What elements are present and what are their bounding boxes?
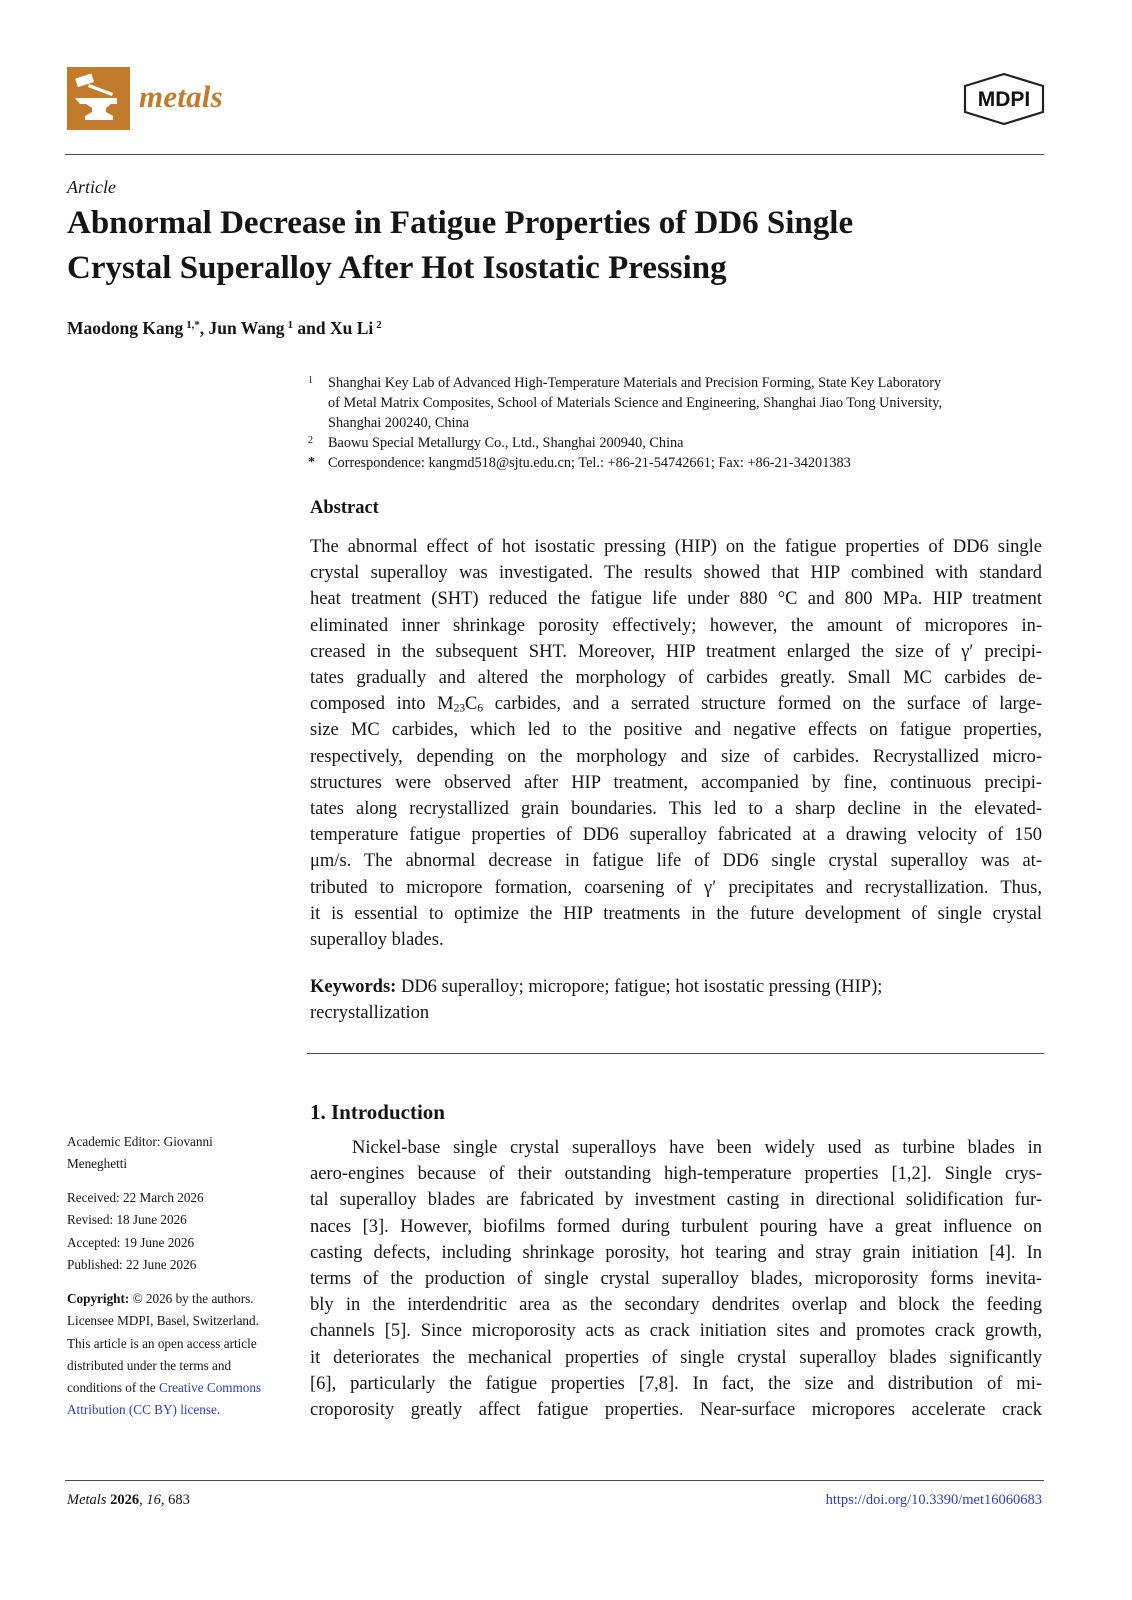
text-segment: conditions of the (67, 1380, 159, 1396)
abstract-line: eliminated inner shrinkage porosity effectively; however, the amount of micropores in- (310, 615, 1042, 636)
abstract-line: tributed to micropore formation, coarsening of γ′ precipitates and recrystallization. Thus, (310, 877, 1042, 898)
body-line: it deteriorates the mechanical properties of single crystal superalloy blades significantly (310, 1347, 1042, 1368)
copyright-line: This article is an open access article (67, 1335, 257, 1351)
text-segment: carbides, and a serrated structure formed on the surface of large- (483, 694, 1042, 715)
abstract-line: The abnormal effect of hot isostatic pressing (HIP) on the fatigue properties of DD6 single (310, 537, 1042, 557)
abstract-heading: Abstract (310, 498, 379, 518)
abstract-line: μm/s. The abnormal decrease in fatigue life of DD6 single crystal superalloy was at- (310, 851, 1042, 872)
superscript: 1,* (186, 319, 200, 332)
text-segment: Keywords: (310, 977, 397, 997)
copyright-line (67, 1377, 292, 1399)
affiliation-2 (308, 433, 1038, 453)
sidebar-line: Academic Editor: Giovanni (67, 1134, 213, 1149)
text-segment: Metals (67, 1492, 107, 1508)
correspondence-mark: * (308, 455, 315, 470)
affiliation-line: Shanghai Key Lab of Advanced High-Temperature Materials and Precision Forming, State Key Laboratory (328, 375, 942, 391)
footer-rule (65, 1480, 1044, 1481)
abstract-line: creased in the subsequent SHT. Moreover, HIP treatment enlarged the size of γ′ precipi- (310, 641, 1042, 662)
academic-editor (67, 1131, 292, 1176)
license-link[interactable]: Creative Commons (158, 1380, 262, 1396)
keywords (310, 974, 1042, 1026)
body-line: channels [5]. Since microporosity acts as crack initiation sites and promotes crack growth, (310, 1321, 1042, 1342)
subscript: 6 (477, 702, 484, 715)
correspondence-line: Correspondence: kangmd518@sjtu.edu.cn; Tel.: +86-21-54742661; Fax: +86-21-34201383 (328, 455, 851, 471)
footer-citation (67, 1490, 190, 1510)
body-line: naces [3]. However, biofilms formed during turbulent pouring have a great influence on (310, 1216, 1042, 1237)
text-segment: and Xu Li (292, 318, 374, 338)
title-line: Crystal Superalloy After Hot Isostatic Pressing (67, 250, 727, 286)
abstract-line: heat treatment (SHT) reduced the fatigue life under 880 °C and 800 MPa. HIP treatment (310, 589, 1042, 610)
abstract-rule (307, 1053, 1044, 1054)
text-segment: © 2026 by the authors. (129, 1291, 254, 1306)
sidebar-line: Meneghetti (67, 1156, 128, 1172)
abstract-line: temperature fatigue properties of DD6 superalloy fabricated at a drawing velocity of 150 (310, 825, 1042, 846)
copyright-line (67, 1399, 292, 1421)
date-line: Accepted: 19 June 2026 (67, 1234, 195, 1250)
body-line: terms of the production of single crystal superalloy blades, microporosity forms inevita- (310, 1269, 1042, 1290)
body-line: casting defects, including shrinkage porosity, hot tearing and stray grain initiation [4]. In (310, 1242, 1042, 1263)
text-segment: 16 (146, 1492, 161, 1508)
author-list (67, 316, 382, 340)
text-segment: Maodong Kang (67, 318, 184, 338)
abstract-line: tates along recrystallized grain boundaries. This led to a sharp decline in the elevated- (310, 799, 1042, 820)
copyright-line: distributed under the terms and (67, 1357, 232, 1373)
superscript: 2 (376, 319, 382, 332)
article-dates (67, 1187, 292, 1276)
abstract-line: superalloy blades. (310, 930, 444, 951)
anvil-icon (67, 67, 130, 130)
correspondence (308, 453, 1038, 473)
affiliation-text (328, 373, 1038, 433)
date-line: Published: 22 June 2026 (67, 1256, 197, 1272)
abstract-line: size MC carbides, which led to the positive and negative effects on fatigue properties, (310, 720, 1042, 741)
abstract-line: crystal superalloy was investigated. The results showed that HIP combined with standard (310, 563, 1042, 584)
affiliation-1 (308, 373, 1038, 433)
copyright-line: Licensee MDPI, Basel, Switzerland. (67, 1313, 259, 1329)
body-line: [6], particularly the fatigue properties [7,8]. In fact, the size and distribution of mi- (310, 1373, 1042, 1394)
affiliation-mark: 2 (308, 435, 313, 446)
text-segment: 2026 (110, 1492, 140, 1508)
title-line: Abnormal Decrease in Fatigue Properties of DD6 Single (67, 205, 854, 241)
article-title (67, 201, 1047, 291)
abstract-line: structures were observed after HIP treatment, accompanied by fine, continuous precipi- (310, 772, 1042, 793)
affiliation-line: of Metal Matrix Composites, School of Materials Science and Engineering, Shanghai Jiao Tong University, (328, 395, 943, 411)
mdpi-hexagon-logo (961, 72, 1047, 126)
section-heading-introduction: 1. Introduction (310, 1100, 445, 1124)
abstract-line: respectively, depending on the morphology and size of carbides. Recrystallized micro- (310, 746, 1042, 767)
affiliation-mark: 1 (308, 375, 313, 386)
text-segment: C (465, 694, 478, 715)
license-link[interactable]: Attribution (CC BY) license (67, 1402, 217, 1418)
journal-name: metals (139, 79, 223, 114)
affiliations (308, 373, 1038, 473)
publisher-name: MDPI (977, 88, 1031, 111)
body-line: bly in the interdendritic area as the secondary dendrites overlap and block the feeding (310, 1295, 1042, 1316)
text-segment: , (139, 1492, 147, 1508)
abstract-line: it is essential to optimize the HIP treatments in the future development of single crystal (310, 903, 1042, 924)
date-line: Received: 22 March 2026 (67, 1190, 204, 1205)
keywords-line (310, 974, 1042, 1000)
text-segment: , Jun Wang (199, 318, 285, 338)
abstract-line (310, 691, 1042, 717)
text-segment: composed into M (310, 694, 454, 715)
date-line: Revised: 18 June 2026 (67, 1212, 187, 1228)
body-line: tal superalloy blades are fabricated by investment casting in directional solidification fur- (310, 1190, 1042, 1211)
body-line: aero-engines because of their outstanding high-temperature properties [1,2]. Single crys- (310, 1164, 1042, 1185)
subscript: 23 (453, 702, 466, 715)
text-segment: . (216, 1402, 221, 1418)
text-segment: , 683 (160, 1492, 190, 1508)
text-segment: DD6 superalloy; micropore; fatigue; hot isostatic pressing (HIP); (396, 977, 883, 997)
body-line: Nickel-base single crystal superalloys have been widely used as turbine blades in (352, 1138, 1042, 1158)
article-type: Article (67, 177, 116, 197)
header-rule (65, 154, 1044, 155)
correspondence-text (328, 453, 1038, 473)
copyright-notice (67, 1288, 292, 1422)
abstract-text (310, 534, 1042, 953)
affiliation-text (328, 433, 1038, 453)
copyright-line (67, 1288, 292, 1310)
affiliation-line: Baowu Special Metallurgy Co., Ltd., Shanghai 200940, China (328, 435, 684, 451)
abstract-line: tates gradually and altered the morphology of carbides greatly. Small MC carbides de- (310, 668, 1042, 689)
introduction-text (310, 1135, 1042, 1423)
keywords-line: recrystallization (310, 1003, 430, 1024)
text-segment: Copyright: (67, 1291, 130, 1306)
doi-link[interactable]: https://doi.org/10.3390/met16060683 (825, 1492, 1042, 1508)
superscript: 1 (287, 319, 293, 332)
body-line: croporosity greatly affect fatigue properties. Near-surface micropores accelerate crack (310, 1400, 1042, 1421)
affiliation-line: Shanghai 200240, China (328, 415, 469, 431)
